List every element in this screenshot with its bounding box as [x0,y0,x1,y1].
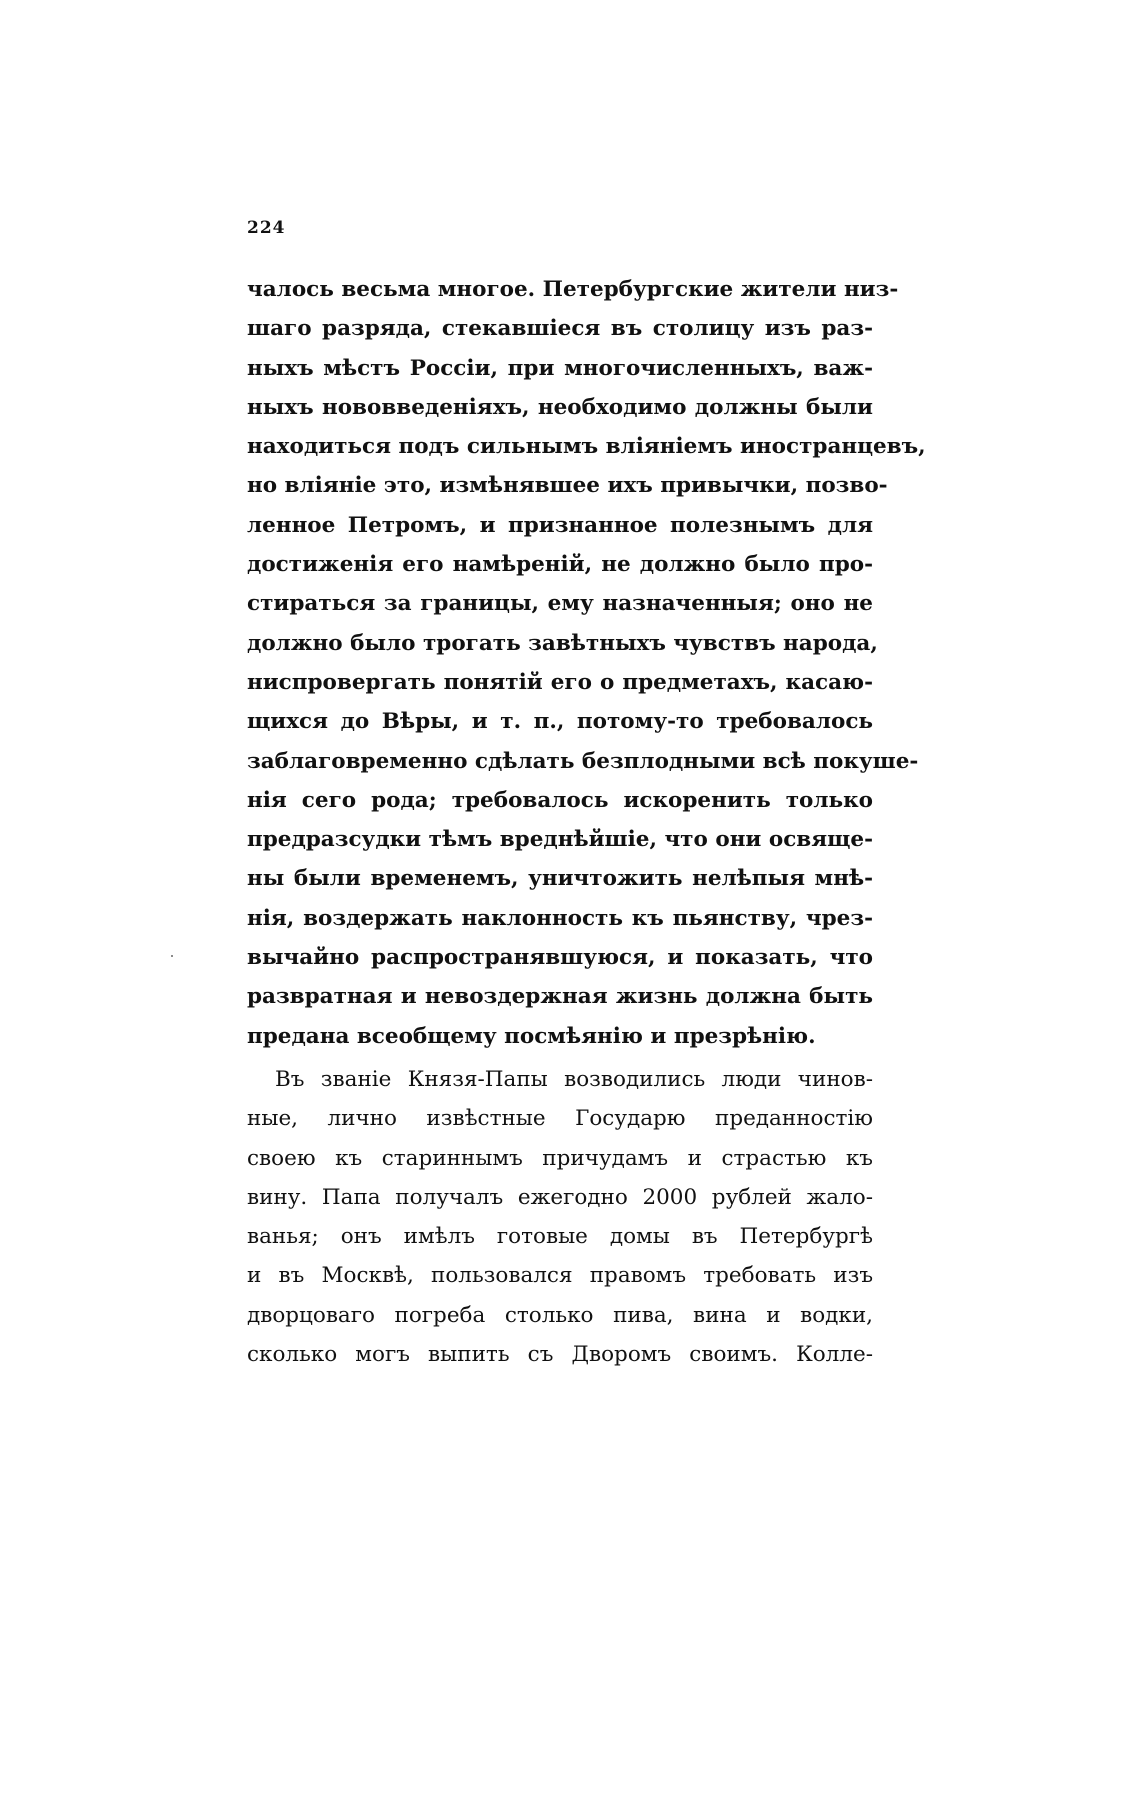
text-line: сколько могъ выпить съ Дворомъ своимъ. Колле- [247,1342,873,1368]
text-line: вычайно распространявшуюся, и показать, что [247,945,873,971]
page-number: 224 [247,218,286,238]
text-line: щихся до Вѣры, и т. п., потому-то требовалось [247,709,873,735]
text-line: шаго разряда, стекавшіеся въ столицу изъ раз- [247,316,873,342]
text-line: и въ Москвѣ, пользовался правомъ требовать изъ [247,1263,873,1289]
body-text [247,270,926,1374]
text-line: стираться за границы, ему назначенныя; оно не [247,591,873,617]
text-line: достиженія его намѣреній, не должно было про- [247,552,873,578]
text-line: ныхъ нововведеніяхъ, необходимо должны были [247,394,873,420]
text-line: нія сего рода; требовалось искоренить только [247,787,873,813]
paragraph-2 [247,1060,873,1374]
text-line: чалось весьма многое. Петербургские жители низ- [247,277,899,302]
text-line: находиться подъ сильнымъ вліяніемъ иностранцевъ, [247,434,926,460]
margin-speck [171,955,173,957]
text-line: дворцоваго погреба столько пива, вина и водки, [247,1302,873,1328]
text-line: ныхъ мѣстъ Россіи, при многочисленныхъ, важ- [247,355,873,381]
text-line: но вліяніе это, измѣнявшее ихъ привычки, позво- [247,473,888,499]
text-line: заблаговременно сдѣлать безплодными всѣ покуше- [247,748,919,774]
text-line: своею къ стариннымъ причудамъ и страстью къ [247,1145,873,1171]
text-line: ленное Петромъ, и признанное полезнымъ для [247,512,873,538]
text-line: ванья; онъ имѣлъ готовые домы въ Петербургѣ [247,1224,873,1250]
text-line: должно было трогать завѣтныхъ чувствъ народа, [247,630,878,656]
paragraph-1 [247,270,926,1056]
text-line: нія, воздержать наклонность къ пьянству, чрез- [247,905,873,931]
text-line: ные, лично извѣстные Государю преданностію [247,1106,873,1132]
text-line: ны были временемъ, уничтожить нелѣпыя мнѣ- [247,866,873,892]
text-line: предразсудки тѣмъ вреднѣйшіе, что они освяще- [247,827,873,853]
text-line: вину. Папа получалъ ежегодно 2000 рублей жало- [247,1184,873,1210]
text-line: Въ званіе Князя-Папы возводились люди чинов- [275,1066,873,1092]
text-line: ниспровергать понятій его о предметахъ, касаю- [247,669,873,695]
text-line: предана всеобщему посмѣянію и презрѣнію. [247,1023,816,1049]
text-line: развратная и невоздержная жизнь должна быть [247,984,873,1010]
